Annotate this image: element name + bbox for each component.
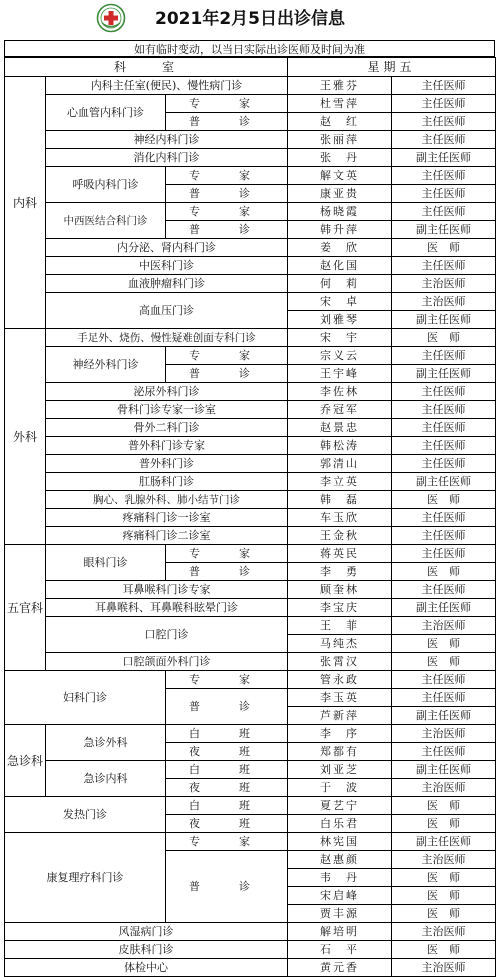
session-cell: 白 班 [166,761,288,779]
doctor-cell: 韩松涛 [288,437,392,455]
title-cell: 副主任医师 [392,473,496,491]
table-row [5,833,496,851]
session-cell: 白 班 [166,797,288,815]
title-cell: 主任医师 [392,257,496,275]
session-cell: 普 诊 [166,113,288,131]
title-cell: 副主任医师 [392,833,496,851]
session-cell: 专 家 [166,833,288,851]
doctor-cell: 康亚贵 [288,185,392,203]
title-cell: 主任医师 [392,131,496,149]
title-cell: 主治医师 [392,293,496,311]
doctor-cell: 马纯杰 [288,635,392,653]
doctor-cell: 李玉英 [288,689,392,707]
session-cell: 专 家 [166,95,288,113]
title-cell: 主治医师 [392,851,496,869]
dept-cell: 眼科门诊 [46,545,166,581]
dept-cell: 康复理疗科门诊 [5,833,166,923]
doctor-cell: 王金秋 [288,527,392,545]
table-row [5,545,496,563]
title-cell: 主治医师 [392,959,496,977]
dept-cell: 肛肠科门诊 [46,473,288,491]
table-row [5,671,496,689]
dept-cell: 心血管内科门诊 [46,95,166,131]
title-cell: 主任医师 [392,527,496,545]
dept-cell: 皮肤科门诊 [5,941,288,959]
doctor-cell: 韩 磊 [288,491,392,509]
session-cell: 夜 班 [166,743,288,761]
doctor-cell: 郑都有 [288,743,392,761]
session-cell: 普 诊 [166,221,288,239]
doctor-cell: 林宪国 [288,833,392,851]
table-row [5,347,496,365]
session-cell: 普 诊 [166,563,288,581]
doctor-cell: 芦新萍 [288,707,392,725]
title-cell: 医 师 [392,653,496,671]
doctor-cell: 韦 丹 [288,869,392,887]
session-cell: 普 诊 [166,851,288,923]
dept-cell: 中医科门诊 [46,257,288,275]
doctor-cell: 刘雅琴 [288,311,392,329]
header-day: 星期五 [288,58,496,77]
title-cell: 副主任医师 [392,599,496,617]
title-cell: 主治医师 [392,617,496,635]
session-cell: 普 诊 [166,185,288,203]
title-cell: 主任医师 [392,455,496,473]
doctor-cell: 王 菲 [288,617,392,635]
table-row [5,653,496,671]
doctor-cell: 宋 宇 [288,329,392,347]
dept-cell: 疼痛科门诊一诊室 [46,509,288,527]
doctor-cell: 郭清山 [288,455,392,473]
dept-cell: 骨外二科门诊 [46,419,288,437]
dept-cell: 普外科门诊专家 [46,437,288,455]
category-cell: 内科 [5,77,46,329]
title-cell: 主任医师 [392,383,496,401]
schedule-table [4,57,496,977]
table-row [5,275,496,293]
doctor-cell: 李 勇 [288,563,392,581]
table-row [5,383,496,401]
title-cell: 医 师 [392,239,496,257]
doctor-cell: 刘亚芝 [288,761,392,779]
doctor-cell: 解培明 [288,923,392,941]
table-row [5,725,496,743]
dept-cell: 口腔门诊 [46,617,288,653]
doctor-cell: 乔冠军 [288,401,392,419]
dept-cell: 高血压门诊 [46,293,288,329]
doctor-cell: 宋 卓 [288,293,392,311]
doctor-cell: 何 莉 [288,275,392,293]
title-cell: 主任医师 [392,689,496,707]
dept-cell: 骨科门诊专家一诊室 [46,401,288,419]
doctor-cell: 贾丰源 [288,905,392,923]
doctor-cell: 石 平 [288,941,392,959]
doctor-cell: 黄元香 [288,959,392,977]
doctor-cell: 解文英 [288,167,392,185]
session-cell: 夜 班 [166,779,288,797]
title-cell: 主任医师 [392,743,496,761]
dept-cell: 手足外、烧伤、慢性疑难创面专科门诊 [46,329,288,347]
table-row [5,77,496,95]
title-cell: 主任医师 [392,509,496,527]
table-row [5,959,496,977]
doctor-cell: 于 波 [288,779,392,797]
title-cell: 主治医师 [392,923,496,941]
session-cell: 专 家 [166,545,288,563]
title-cell: 主任医师 [392,95,496,113]
dept-cell: 中西医结合科门诊 [46,203,166,239]
notice-banner: 如有临时变动，以当日实际出诊医师及时间为准 [4,40,495,57]
doctor-cell: 顾奎林 [288,581,392,599]
dept-cell: 急诊外科 [46,725,166,761]
table-header-row [5,58,496,77]
doctor-cell: 李宝庆 [288,599,392,617]
title-cell: 副主任医师 [392,311,496,329]
title-cell: 医 师 [392,635,496,653]
session-cell: 专 家 [166,671,288,689]
table-row [5,401,496,419]
doctor-cell: 姜 欣 [288,239,392,257]
table-row [5,149,496,167]
table-row [5,491,496,509]
table-row [5,329,496,347]
title-cell: 副主任医师 [392,761,496,779]
doctor-cell: 蒋英民 [288,545,392,563]
doctor-cell: 赵惠颜 [288,851,392,869]
doctor-cell: 王雅芬 [288,77,392,95]
category-cell: 外科 [5,329,46,545]
table-row [5,131,496,149]
title-cell: 副主任医师 [392,365,496,383]
title-cell: 医 师 [392,815,496,833]
title-cell: 医 师 [392,329,496,347]
doctor-cell: 管永政 [288,671,392,689]
table-row [5,599,496,617]
table-row [5,257,496,275]
page-title: 2021年2月5日出诊信息 [155,9,345,29]
title-cell: 主任医师 [392,671,496,689]
title-cell: 副主任医师 [392,707,496,725]
doctor-cell: 杜雪萍 [288,95,392,113]
dept-cell: 风湿病门诊 [5,923,288,941]
table-row [5,95,496,113]
title-cell: 主任医师 [392,347,496,365]
doctor-cell: 白乐君 [288,815,392,833]
table-row [5,923,496,941]
dept-cell: 泌尿外科门诊 [46,383,288,401]
doctor-cell: 张 丹 [288,149,392,167]
doctor-cell: 赵 红 [288,113,392,131]
doctor-cell: 夏艺宁 [288,797,392,815]
table-row [5,203,496,221]
table-row [5,419,496,437]
dept-cell: 疼痛科门诊二诊室 [46,527,288,545]
doctor-cell: 赵化国 [288,257,392,275]
table-row [5,167,496,185]
doctor-cell: 李佐林 [288,383,392,401]
session-cell: 普 诊 [166,689,288,725]
table-row [5,941,496,959]
dept-cell: 发热门诊 [5,797,166,833]
table-row [5,437,496,455]
session-cell: 普 诊 [166,365,288,383]
dept-cell: 胸心、乳腺外科、肺小结节门诊 [46,491,288,509]
title-cell: 主任医师 [392,437,496,455]
doctor-cell: 李 序 [288,725,392,743]
title-cell: 主任医师 [392,77,496,95]
dept-cell: 耳鼻喉科门诊专家 [46,581,288,599]
title-cell: 主任医师 [392,545,496,563]
session-cell: 专 家 [166,203,288,221]
table-row [5,473,496,491]
doctor-cell: 韩升萍 [288,221,392,239]
dept-cell: 内分泌、肾内科门诊 [46,239,288,257]
title-cell: 医 师 [392,941,496,959]
title-cell: 医 师 [392,887,496,905]
doctor-cell: 张霄汉 [288,653,392,671]
table-row [5,797,496,815]
title-cell: 主任医师 [392,185,496,203]
dept-cell: 急诊内科 [46,761,166,797]
title-cell: 主任医师 [392,419,496,437]
doctor-cell: 宋启峰 [288,887,392,905]
session-cell: 夜 班 [166,815,288,833]
dept-cell: 体检中心 [5,959,288,977]
category-cell: 五官科 [5,545,46,671]
dept-cell: 口腔颌面外科门诊 [46,653,288,671]
table-row [5,761,496,779]
dept-cell: 神经外科门诊 [46,347,166,383]
dept-cell: 耳鼻喉科、耳鼻喉科眩晕门诊 [46,599,288,617]
doctor-cell: 宗义云 [288,347,392,365]
title-cell: 主任医师 [392,203,496,221]
header-department: 科 室 [5,58,288,77]
doctor-cell: 车玉欣 [288,509,392,527]
session-cell: 专 家 [166,347,288,365]
title-cell: 主治医师 [392,725,496,743]
doctor-cell: 李立英 [288,473,392,491]
doctor-cell: 张丽萍 [288,131,392,149]
title-cell: 主任医师 [392,401,496,419]
doctor-cell: 王宇峰 [288,365,392,383]
title-cell: 主任医师 [392,167,496,185]
dept-cell: 普外科门诊 [46,455,288,473]
dept-cell: 消化内科门诊 [46,149,288,167]
title-cell: 医 师 [392,869,496,887]
doctor-cell: 赵景忠 [288,419,392,437]
table-row [5,617,496,635]
table-row [5,509,496,527]
table-row [5,527,496,545]
title-cell: 副主任医师 [392,149,496,167]
title-cell: 主任医师 [392,581,496,599]
title-cell: 主治医师 [392,275,496,293]
title-cell: 主任医师 [392,113,496,131]
title-cell: 医 师 [392,491,496,509]
dept-cell: 妇科门诊 [5,671,166,725]
title-cell: 主治医师 [392,779,496,797]
table-row [5,455,496,473]
title-cell: 副主任医师 [392,221,496,239]
dept-cell: 内科主任室(便民)、慢性病门诊 [46,77,288,95]
title-cell: 医 师 [392,797,496,815]
dept-cell: 血液肿瘤科门诊 [46,275,288,293]
title-cell: 医 师 [392,563,496,581]
session-cell: 专 家 [166,167,288,185]
title-cell: 医 师 [392,905,496,923]
table-row [5,581,496,599]
session-cell: 白 班 [166,725,288,743]
dept-cell: 呼吸内科门诊 [46,167,166,203]
table-row [5,293,496,311]
table-row [5,239,496,257]
doctor-cell: 杨晓霞 [288,203,392,221]
dept-cell: 神经内科门诊 [46,131,288,149]
category-cell: 急诊科 [5,725,46,797]
